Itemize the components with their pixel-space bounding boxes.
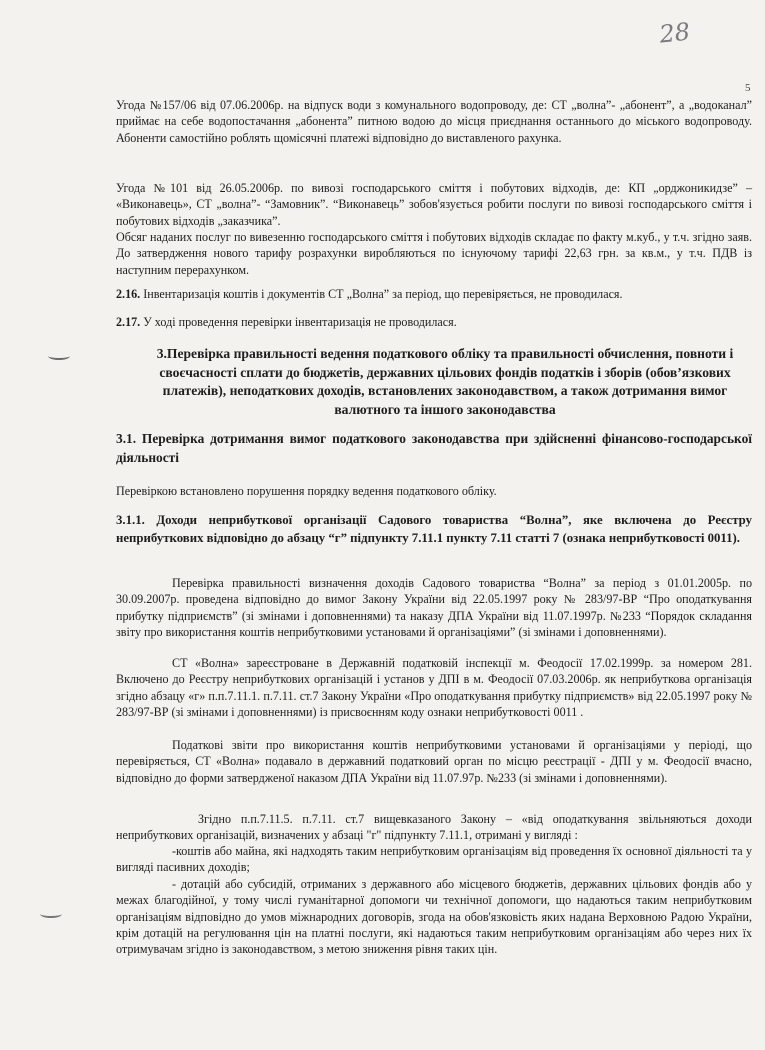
paragraph-garbage-agreement: Угода №101 від 26.05.2006р. по вивозі господарського сміття і побутових відходів, де: КП „орджоникидзе” – «Виконавець», СТ „волна”- “Замовник”. “Виконавець” зобов'язується робити послуги по вивозі господарського сміття і побутових відходів „заказчика”. [116,181,752,228]
paragraph-water-agreement: Угода №157/06 від 07.06.2006р. на відпуск води з комунального водопроводу, де: СТ „волна”- „абонент”, а „водоканал” приймає на себе водопостачання „абонента” питною водою до місця приєднання останнього до міського водопроводу. Абоненти самостійно роблять щомісячні платежі відповідно до виставленого рахунка. [116,98,752,145]
paragraph-service-cost: Обсяг наданих послуг по вивезенню господарського сміття і побутових відходів складає по факту м.куб., у т.ч. згідно заяв. До затвердження нового тарифу розрахунки виробляються по існуючому тарифі 22,63 грн. за кв.м., у т.ч. ПДВ із наступним перерахунком. [116,230,752,277]
paragraph-tax-reports: Податкові звіти про використання коштів неприбутковими установами й організаціями у періоді, що перевіряється, СТ «Волна» подавало в державний податковий орган по місцю реєстрації - ДПІ у м. Феодосії вчасно, відповідно до форми затвердженої наказом ДПА України від 11.07.97р. №233 (зі змінами і доповненнями). [116,738,752,785]
paragraph-2-16-text: Інвентаризація коштів і документів СТ „Волна” за період, що перевіряється, не проводилася. [140,287,623,301]
section-3-heading: 3.Перевірка правильності ведення податкового обліку та правильності обчислення, повноти і своєчасності сплати до бюджетів, державних цільових фондів податків і зборів (обов’язкових платежів), неподаткових доходів, встановлених законодавством, а також дотримання вимог валютного та іншого законодавства [156,346,734,417]
page-number: 5 [745,82,751,94]
paragraph-registration: СТ «Волна» зареєстроване в Державній податковій інспекції м. Феодосії 17.02.1999р. за номером 281. Включено до Реєстру неприбуткових організацій і установ у ДПІ в м. Феодосії 07.03.2006р. як неприбуткова організація згідно абзацу «г» п.п.7.11.1. п.7.11. ст.7 Закону України «Про оподаткування прибутку підприємств» від 22.05.1997 року № 283/97-ВР (зі змінами і доповненнями) із присвоєнням коду ознаки неприбутковості 0011 . [116,656,752,719]
paragraph-2-17-text: У ході проведення перевірки інвентаризація не проводилася. [140,315,457,329]
section-3-1-heading: 3.1. Перевірка дотримання вимог податкового законодавства при здійсненні фінансово-господарської діяльності [116,431,752,465]
paragraph-2-16-number: 2.16. [116,287,141,301]
paragraph-2-17-number: 2.17. [116,315,141,329]
section-3-1-1-number: 3.1.1. [116,513,145,527]
section-3-1-1-text: Доходи неприбуткової організації Садового товариства “Волна”, яке включена до Реєстру неприбуткових відповідно до абзацу “г” підпункту 7.11.1 пункту 7.11 статті 7 (ознака неприбутковості 0011). [116,513,752,545]
section-3-1-1-heading [116,512,752,547]
paragraph-violation: Перевіркою встановлено порушення порядку ведення податкового обліку. [116,484,497,498]
paragraph-law-exemption: Згідно п.п.7.11.5. п.7.11. ст.7 вищевказаного Закону – «від оподаткування звільняються доходи неприбуткових організацій, визначених у абзаці "г" підпункту 7.11.1, отримані у вигляді : [116,812,752,843]
scan-hole-mark [48,352,70,360]
paragraph-income-check: Перевірка правильності визначення доходів Садового товариства “Волна” за період з 01.01.2005р. по 30.09.2007р. проведена відповідно до вимог Закону України від 22.05.1997 року № 283/97-ВР “Про оподаткування прибутку підприємств” (зі змінами і доповненнями) та наказу ДПА України від 11.07.1997р. №233 “Порядок складання звіту про використання коштів неприбутковими установами й організаціями” (зі змінами і доповненнями). [116,576,752,639]
paragraph-2-16 [116,286,752,302]
paragraph-law-subsidies: - дотацій або субсидій, отриманих з державного або місцевого бюджетів, державних цільових фондів або у межах благодійної, у тому числі гуманітарної допомоги чи технічної допомоги, що надаються таким неприбутковим організаціям відповідно до умов міжнародних договорів, згода на обов'язковість яких надана Верховною Радою України, крім дотацій на регулювання цін на платні послуги, які надаються таким неприбутковим організаціям або через них їх отримувачам згідно із законодавством, з метою зниження рівня таких цін. [116,877,752,957]
paragraph-law-funds: -коштів або майна, які надходять таким неприбутковим організаціям від проведення їх основної діяльності та у вигляді пасивних доходів; [116,844,752,875]
handwritten-page-number: 28 [658,17,692,49]
paragraph-2-17 [116,314,752,330]
scan-hole-mark-lower [40,910,62,918]
